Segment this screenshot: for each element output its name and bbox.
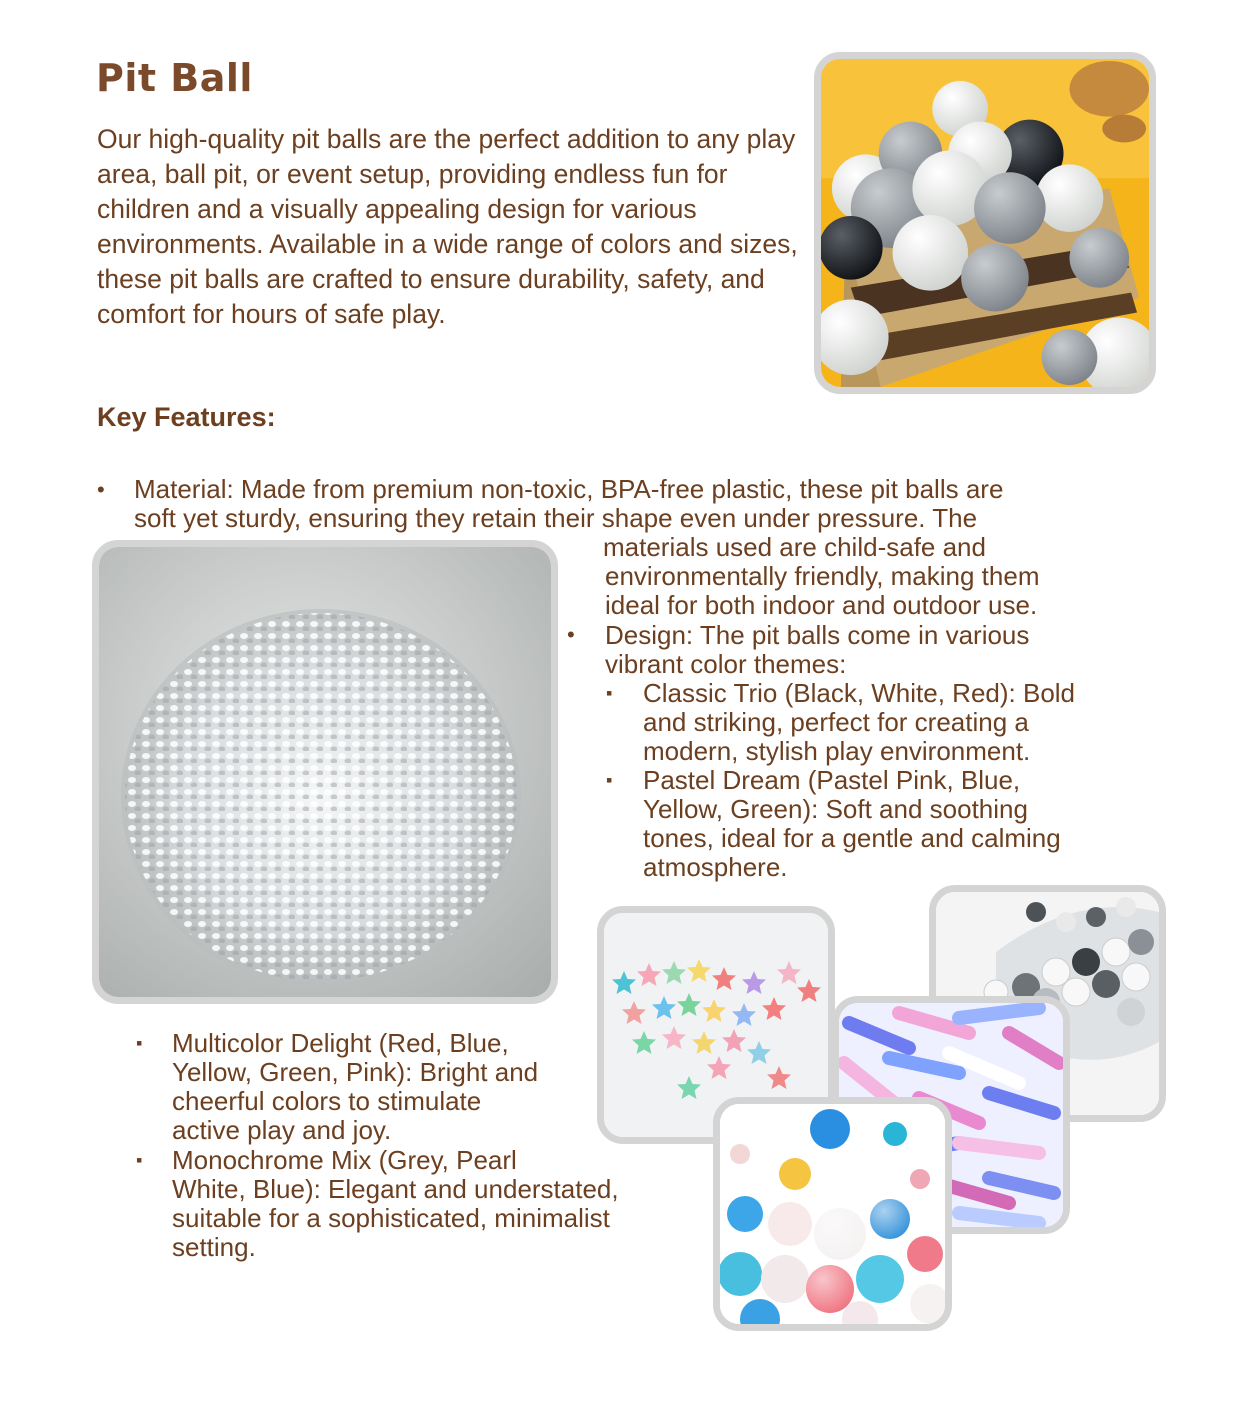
- mono-line-3: suitable for a sophisticated, minimalist: [172, 1203, 610, 1233]
- basket-balls-image: [814, 52, 1156, 394]
- multi-line-3: cheerful colors to stimulate: [172, 1086, 482, 1116]
- multi-line-2: Yellow, Green, Pink): Bright and: [172, 1057, 539, 1087]
- plastic-pellets-image: [92, 540, 558, 1004]
- multi-line-4: active play and joy.: [172, 1115, 392, 1145]
- classic-line-1: Classic Trio (Black, White, Red): Bold: [643, 678, 1076, 708]
- mono-line-1: Monochrome Mix (Grey, Pearl: [172, 1145, 517, 1175]
- bullet-monochrome: ▪: [136, 1150, 143, 1170]
- mono-line-2: White, Blue): Elegant and understated,: [172, 1174, 619, 1204]
- mono-line-4: setting.: [172, 1232, 256, 1262]
- multi-line-1: Multicolor Delight (Red, Blue,: [172, 1028, 509, 1058]
- material-line-1: Material: Made from premium non-toxic, BPA-free plastic, these pit balls are: [134, 474, 1004, 504]
- classic-line-3: modern, stylish play environment.: [643, 736, 1031, 766]
- bullet-design: •: [567, 622, 575, 647]
- pastel-line-3: tones, ideal for a gentle and calming: [643, 823, 1061, 853]
- material-line-2: soft yet sturdy, ensuring they retain their shape even under pressure. The: [134, 503, 978, 533]
- material-line-3: materials used are child-safe and: [603, 532, 986, 562]
- intro-paragraph: Our high-quality pit balls are the perfect addition to any play area, ball pit, or event setup, providing endless fun for children and a visually appealing design for various environments. Available in a wide range of colors and sizes, these pit balls are crafted to ensure durability, safety, and comfort for hours of safe play.: [97, 124, 798, 329]
- bullet-material: •: [97, 477, 105, 502]
- pastel-line-1: Pastel Dream (Pastel Pink, Blue,: [643, 765, 1021, 795]
- design-line-1: Design: The pit balls come in various: [605, 620, 1030, 650]
- pastel-line-4: atmosphere.: [643, 852, 788, 882]
- design-line-2: vibrant color themes:: [605, 649, 847, 679]
- pastel-line-2: Yellow, Green): Soft and soothing: [643, 794, 1028, 824]
- material-line-4: environmentally friendly, making them: [605, 561, 1040, 591]
- classic-line-2: and striking, perfect for creating a: [643, 707, 1029, 737]
- key-features-heading: Key Features:: [97, 402, 276, 432]
- colorful-balls-image: [713, 1097, 952, 1331]
- bullet-pastel: ▪: [606, 770, 613, 790]
- material-line-5: ideal for both indoor and outdoor use.: [605, 590, 1038, 620]
- page-title: Pit Ball: [96, 56, 253, 100]
- bullet-multicolor: ▪: [136, 1033, 143, 1053]
- bullet-classic: ▪: [606, 683, 613, 703]
